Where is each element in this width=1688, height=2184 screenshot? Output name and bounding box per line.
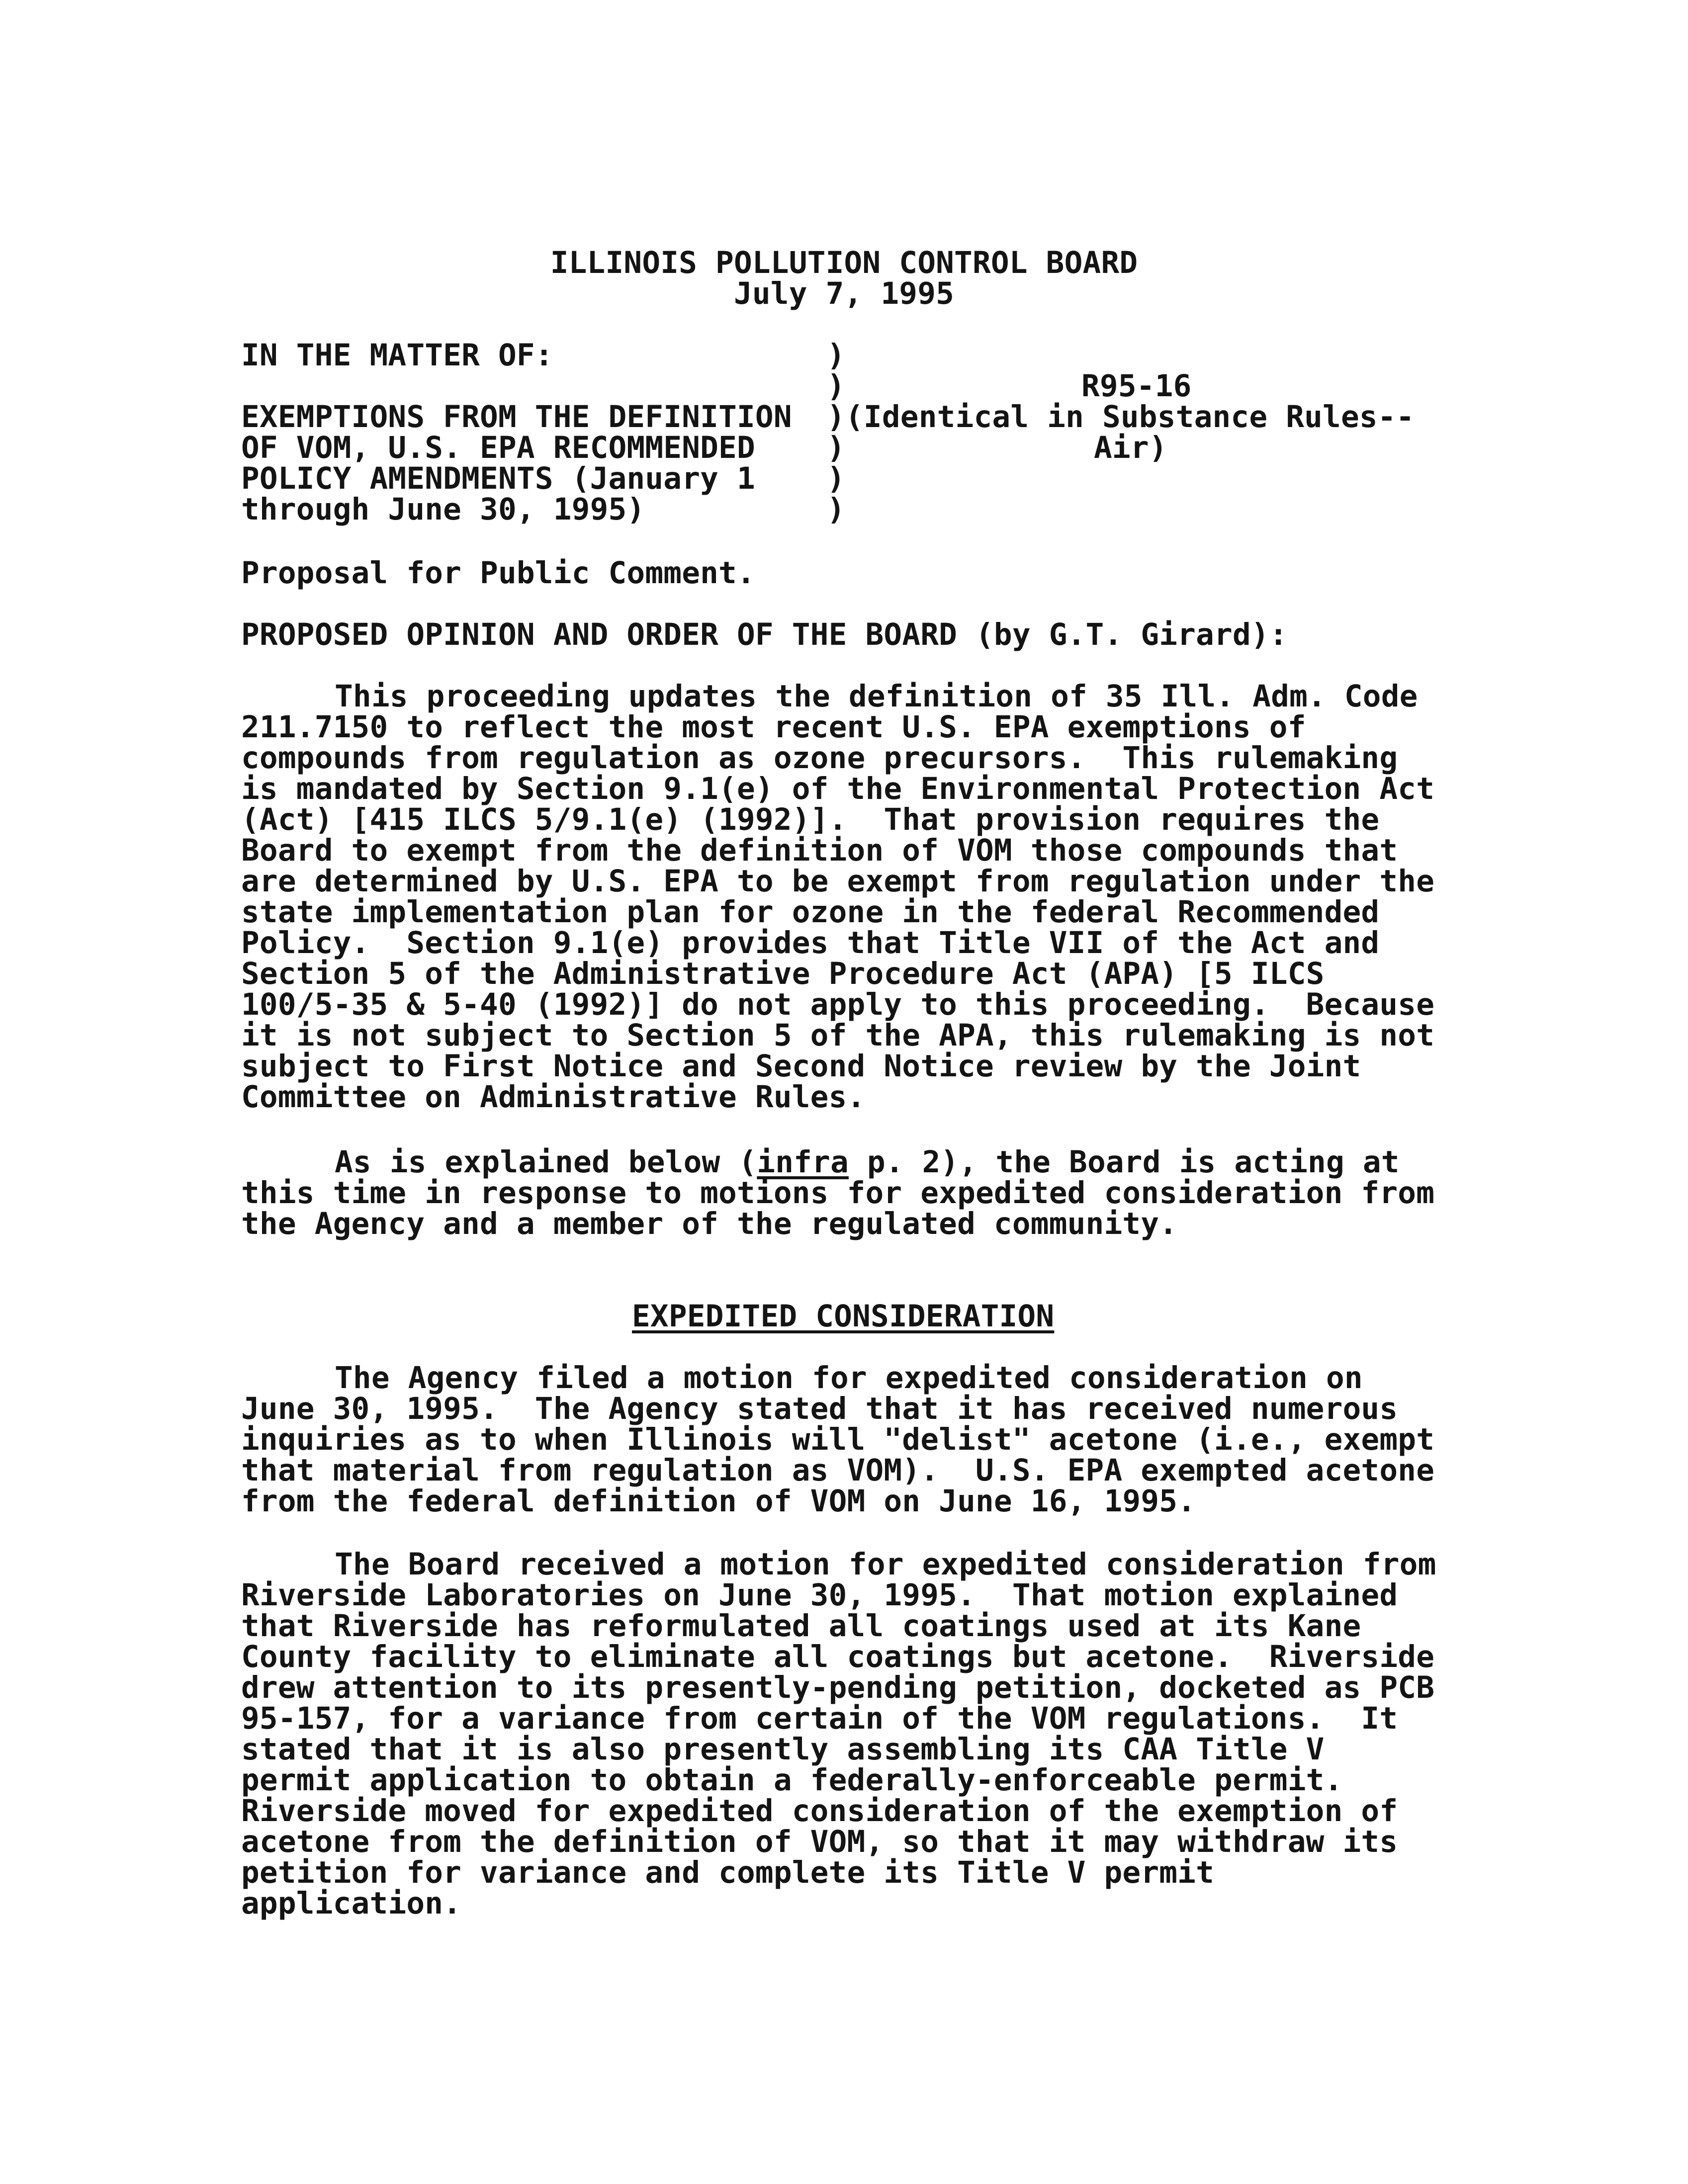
caption-line: IN THE MATTER OF:	[241, 338, 553, 373]
paragraph-line: stated that it is also presently assembling its CAA Title V	[241, 1732, 1325, 1767]
paragraph-line: The Agency filed a motion for expedited consideration on	[335, 1360, 1363, 1396]
paragraph-line: from the federal definition of VOM on June 16, 1995.	[241, 1484, 1196, 1519]
caption-paren: )	[827, 461, 845, 496]
paragraph-line: 95-157, for a variance from certain of the VOM regulations. It	[241, 1701, 1398, 1736]
paragraph-line: County facility to eliminate all coatings but acetone. Riverside	[241, 1639, 1435, 1674]
docket-number: R95-16	[1081, 368, 1192, 404]
paragraph-line: inquiries as to when Illinois will "delist" acetone (i.e., exempt	[241, 1422, 1435, 1457]
opinion-heading: PROPOSED OPINION AND ORDER OF THE BOARD (by G.T. Girard):	[241, 617, 1288, 652]
paragraph-line: Riverside Laboratories on June 30, 1995. That motion explained	[241, 1577, 1398, 1613]
paragraph-line: application.	[241, 1886, 462, 1921]
docket-type-line-1: (Identical in Substance Rules--	[845, 399, 1415, 435]
paragraph-2	[241, 1144, 1514, 1241]
caption-line: through June 30, 1995)	[241, 492, 645, 527]
caption-matter	[241, 340, 818, 525]
caption-line: POLICY AMENDMENTS (January 1	[241, 461, 755, 496]
paragraph-line: This proceeding updates the definition of 35 Ill. Adm. Code	[335, 679, 1418, 714]
caption-line: OF VOM, U.S. EPA RECOMMENDED	[241, 430, 755, 465]
proposal-line: Proposal for Public Comment.	[241, 555, 755, 591]
caption-line	[241, 371, 818, 402]
board-name: ILLINOIS POLLUTION CONTROL BOARD	[550, 245, 1138, 280]
paragraph-line: Riverside moved for expedited consideration of the exemption of	[241, 1793, 1398, 1829]
paragraph-line: 211.7150 to reflect the most recent U.S. EPA exemptions of	[241, 709, 1306, 745]
paragraph-line: it is not subject to Section 5 of the APA, this rulemaking is not	[241, 1018, 1435, 1053]
paragraph-line: state implementation plan for ozone in the federal Recommended	[241, 894, 1380, 930]
caption-docket	[845, 368, 1492, 465]
paragraph-1	[241, 681, 1514, 1113]
paragraph-line: compounds from regulation as ozone precursors. This rulemaking	[241, 740, 1398, 776]
caption-paren: )	[827, 430, 845, 465]
caption-paren: )	[827, 399, 845, 435]
paragraph-line: acetone from the definition of VOM, so that it may withdraw its	[241, 1824, 1398, 1859]
caption-paren: )	[827, 338, 845, 373]
paragraph-line: petition for variance and complete its Title V permit	[241, 1855, 1215, 1890]
paragraph-line: The Board received a motion for expedited consideration from	[335, 1547, 1436, 1582]
caption-paren: )	[827, 492, 845, 527]
paragraph-line: that material from regulation as VOM). U.S. EPA exempted acetone	[241, 1453, 1435, 1488]
paragraph-line: is mandated by Section 9.1(e) of the Environmental Protection Act	[241, 771, 1435, 806]
document-date: July 7, 1995	[733, 276, 955, 311]
paragraph-line: Policy. Section 9.1(e) provides that Title VII of the Act and	[241, 925, 1380, 961]
paragraph-line: Board to exempt from the definition of VOM those compounds that	[241, 833, 1398, 868]
paragraph-line: June 30, 1995. The Agency stated that it has received numerous	[241, 1391, 1398, 1426]
section-heading: EXPEDITED CONSIDERATION	[632, 1299, 1055, 1334]
docket-type-line-2: Air)	[1094, 430, 1167, 465]
paragraph-text: As is explained below (	[335, 1144, 757, 1180]
paragraph-line: that Riverside has reformulated all coatings used at its Kane	[241, 1608, 1361, 1644]
paragraph-line: the Agency and a member of the regulated community.	[241, 1206, 1178, 1241]
paragraph-line: this time in response to motions for expedited consideration from	[241, 1175, 1435, 1211]
paragraph-line: (Act) [415 ILCS 5/9.1(e) (1992)]. That provision requires the	[241, 802, 1380, 837]
paragraph-text: p. 2), the Board is acting at	[848, 1144, 1400, 1180]
paragraph-line: are determined by U.S. EPA to be exempt from regulation under the	[241, 864, 1435, 899]
caption-paren-column	[827, 340, 847, 525]
caption-line: EXEMPTIONS FROM THE DEFINITION	[241, 399, 792, 435]
paragraph-line	[241, 1144, 1514, 1180]
paragraph-4	[241, 1549, 1514, 1919]
paragraph-line: drew attention to its presently-pending petition, docketed as PCB	[241, 1670, 1435, 1705]
paragraph-3	[241, 1360, 1514, 1519]
paragraph-line: 100/5-35 & 5-40 (1992)] do not apply to this proceeding. Because	[241, 987, 1435, 1022]
paragraph-line: permit application to obtain a federally-enforceable permit.	[241, 1762, 1343, 1798]
paragraph-line: Section 5 of the Administrative Procedure Act (APA) [5 ILCS	[241, 956, 1325, 991]
paragraph-line: subject to First Notice and Second Notice review by the Joint	[241, 1048, 1361, 1084]
infra-citation: infra	[757, 1144, 849, 1180]
paragraph-line: Committee on Administrative Rules.	[241, 1079, 866, 1115]
caption-paren: )	[827, 368, 845, 404]
